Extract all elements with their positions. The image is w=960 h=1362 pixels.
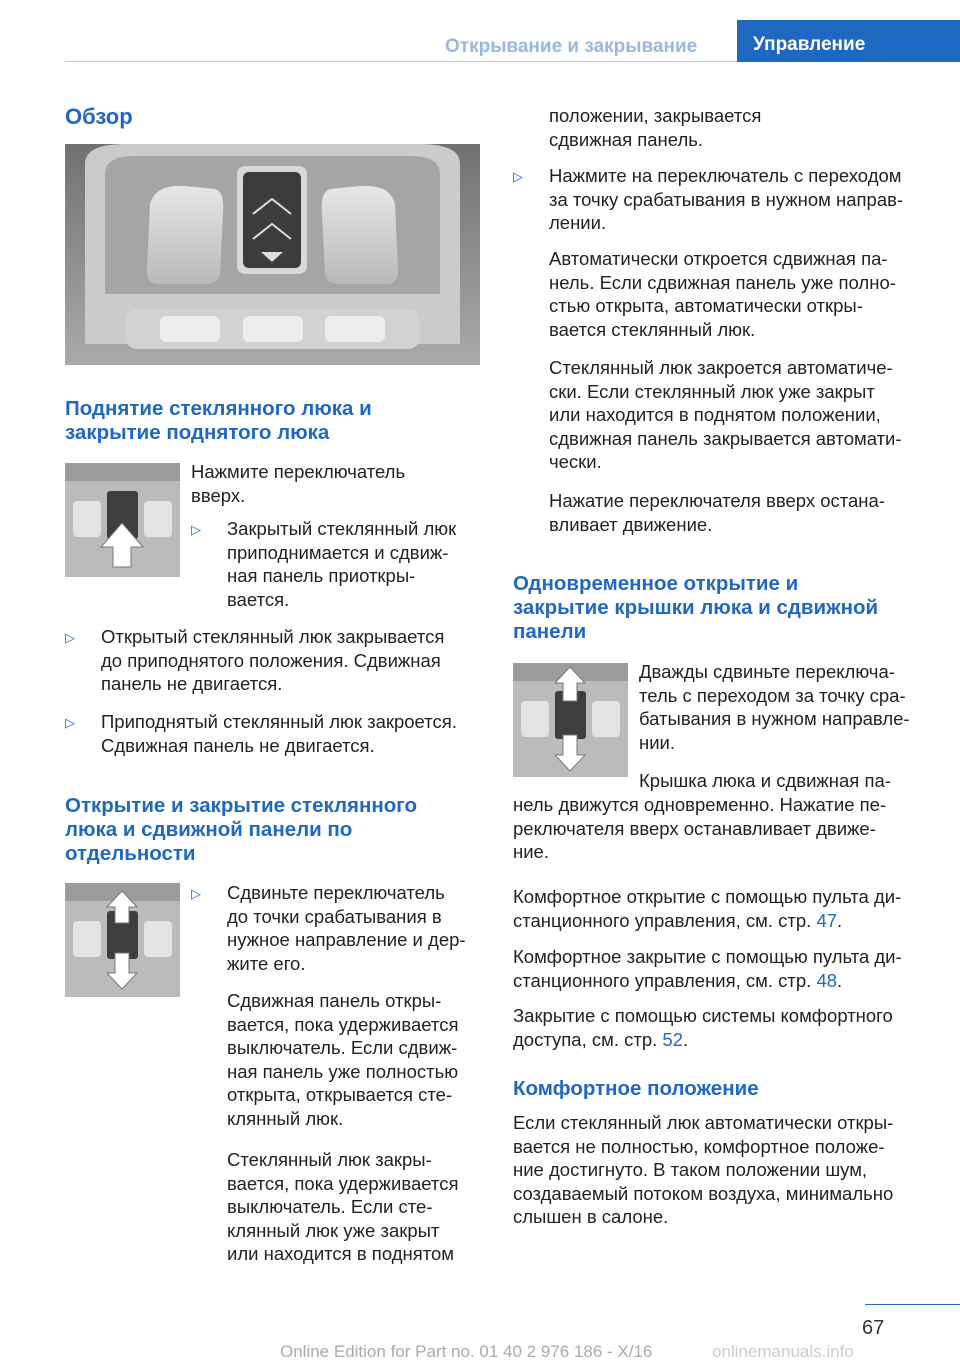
separate-bullet-1-text: Сдвиньте переключатель до точки срабатывания в нужное направление и дер- жите его.: [227, 882, 466, 974]
raise-bullet-2-text: Открытый стеклянный люк закрывается до приподнятого положения. Сдвижная панель не двигается.: [101, 626, 445, 694]
ref-remote-close-text: Комфортное закрытие с помощью пульта ди- станционного управления, см. стр.: [513, 946, 902, 991]
ref-comfort-access-text: Закрытие с помощью системы комфортного доступа, см. стр.: [513, 1005, 893, 1050]
raise-title: Поднятие стеклянного люка и закрытие поднятого люка: [65, 397, 372, 444]
separate-para-3: Автоматически откроется сдвижная па- нель. Если сдвижная панель уже полно- стью открыта, автоматически откры- вается стеклянный люк.: [549, 248, 896, 340]
ref-remote-open-text: Комфортное открытие с помощью пульта ди- станционного управления, см. стр.: [513, 886, 902, 931]
switch-double-illustration: [513, 663, 628, 777]
bullet-triangle-icon: ▷: [513, 169, 523, 184]
bullet-triangle-icon: ▷: [65, 630, 75, 645]
page-number-rule: [865, 1304, 960, 1305]
ref-remote-close: [513, 945, 902, 992]
header-chapter-tab[interactable]: Управление: [737, 20, 960, 62]
separate-para-1: Сдвижная панель откры- вается, пока удерживается выключатель. Если сдвиж- ная панель уже полностью открыта, открывается сте- клянный люк.: [227, 990, 459, 1129]
switch-up-illustration: [65, 463, 180, 577]
switch-updown-illustration: [65, 883, 180, 997]
ref-remote-open: [513, 885, 901, 932]
separate-para-2: Стеклянный люк закры- вается, пока удерживается выключатель. Если сте- клянный люк уже закрыт или находится в поднятом: [227, 1149, 459, 1264]
raise-bullet-2: [65, 625, 444, 696]
separate-bullet-2-text: Нажмите на переключатель с переходом за точку срабатывания в нужном направ- лении.: [549, 165, 904, 233]
raise-bullet-1: [191, 517, 456, 611]
overview-illustration: [65, 144, 480, 365]
ref-dot: .: [837, 909, 843, 931]
separate-bullet-2: [513, 164, 903, 235]
raise-intro: Нажмите переключатель вверх.: [191, 461, 406, 506]
overview-title: Обзор: [65, 104, 133, 129]
page-number: 67: [862, 1317, 885, 1339]
separate-bullet-1: [191, 881, 466, 975]
footer-watermark: onlinemanuals.info: [712, 1342, 854, 1361]
bullet-triangle-icon: ▷: [65, 715, 75, 730]
raise-bullet-1-text: Закрытый стеклянный люк приподнимается и сдвиж- ная панель приоткры- вается.: [227, 518, 457, 610]
separate-para-2-continued: положении, закрывается сдвижная панель.: [549, 105, 762, 150]
ref-page-52-link[interactable]: 52: [662, 1028, 683, 1050]
raise-bullet-3: [65, 710, 457, 757]
simultaneous-para-2a: Крышка люка и сдвижная па-: [639, 770, 891, 791]
separate-title: Открытие и закрытие стеклянного люка и сдвижной панели по отдельности: [65, 794, 418, 865]
ref-dot: .: [837, 969, 843, 991]
header-divider: [65, 61, 737, 62]
separate-para-4: Стеклянный люк закроется автоматиче- ски. Если стеклянный люк уже закрыт или находится в поднятом положении, сдвижная панель закрывается автомати- чески.: [549, 357, 902, 472]
header-section-title: Открывание и закрывание: [445, 36, 698, 57]
comfort-title: Комфортное положение: [513, 1077, 759, 1100]
separate-para-5: Нажатие переключателя вверх остана- вливает движение.: [549, 490, 885, 535]
simultaneous-title: Одновременное открытие и закрытие крышки люка и сдвижной панели: [513, 572, 879, 643]
simultaneous-para-2b: нель движутся одновременно. Нажатие пе- реключателя вверх останавливает движе- ние.: [513, 794, 887, 862]
bullet-triangle-icon: ▷: [191, 886, 201, 901]
ref-page-48-link[interactable]: 48: [816, 969, 838, 991]
simultaneous-para-1: Дважды сдвиньте переключа- тель с переходом за точку сра- батывания в нужном направле- нии.: [639, 661, 910, 753]
ref-comfort-access: [513, 1004, 893, 1051]
footer-edition: Online Edition for Part no. 01 40 2 976 186 - X/16: [280, 1342, 653, 1361]
ref-page-47-link[interactable]: 47: [816, 909, 838, 931]
ref-dot: .: [682, 1028, 689, 1050]
raise-bullet-3-text: Приподнятый стеклянный люк закроется. Сдвижная панель не двигается.: [101, 711, 457, 756]
bullet-triangle-icon: ▷: [191, 522, 201, 537]
comfort-para: Если стеклянный люк автоматически откры- вается не полностью, комфортное положе- ние достигнуто. В таком положении шум, создаваемый потоком воздуха, минимально слышен в салоне.: [513, 1112, 894, 1227]
